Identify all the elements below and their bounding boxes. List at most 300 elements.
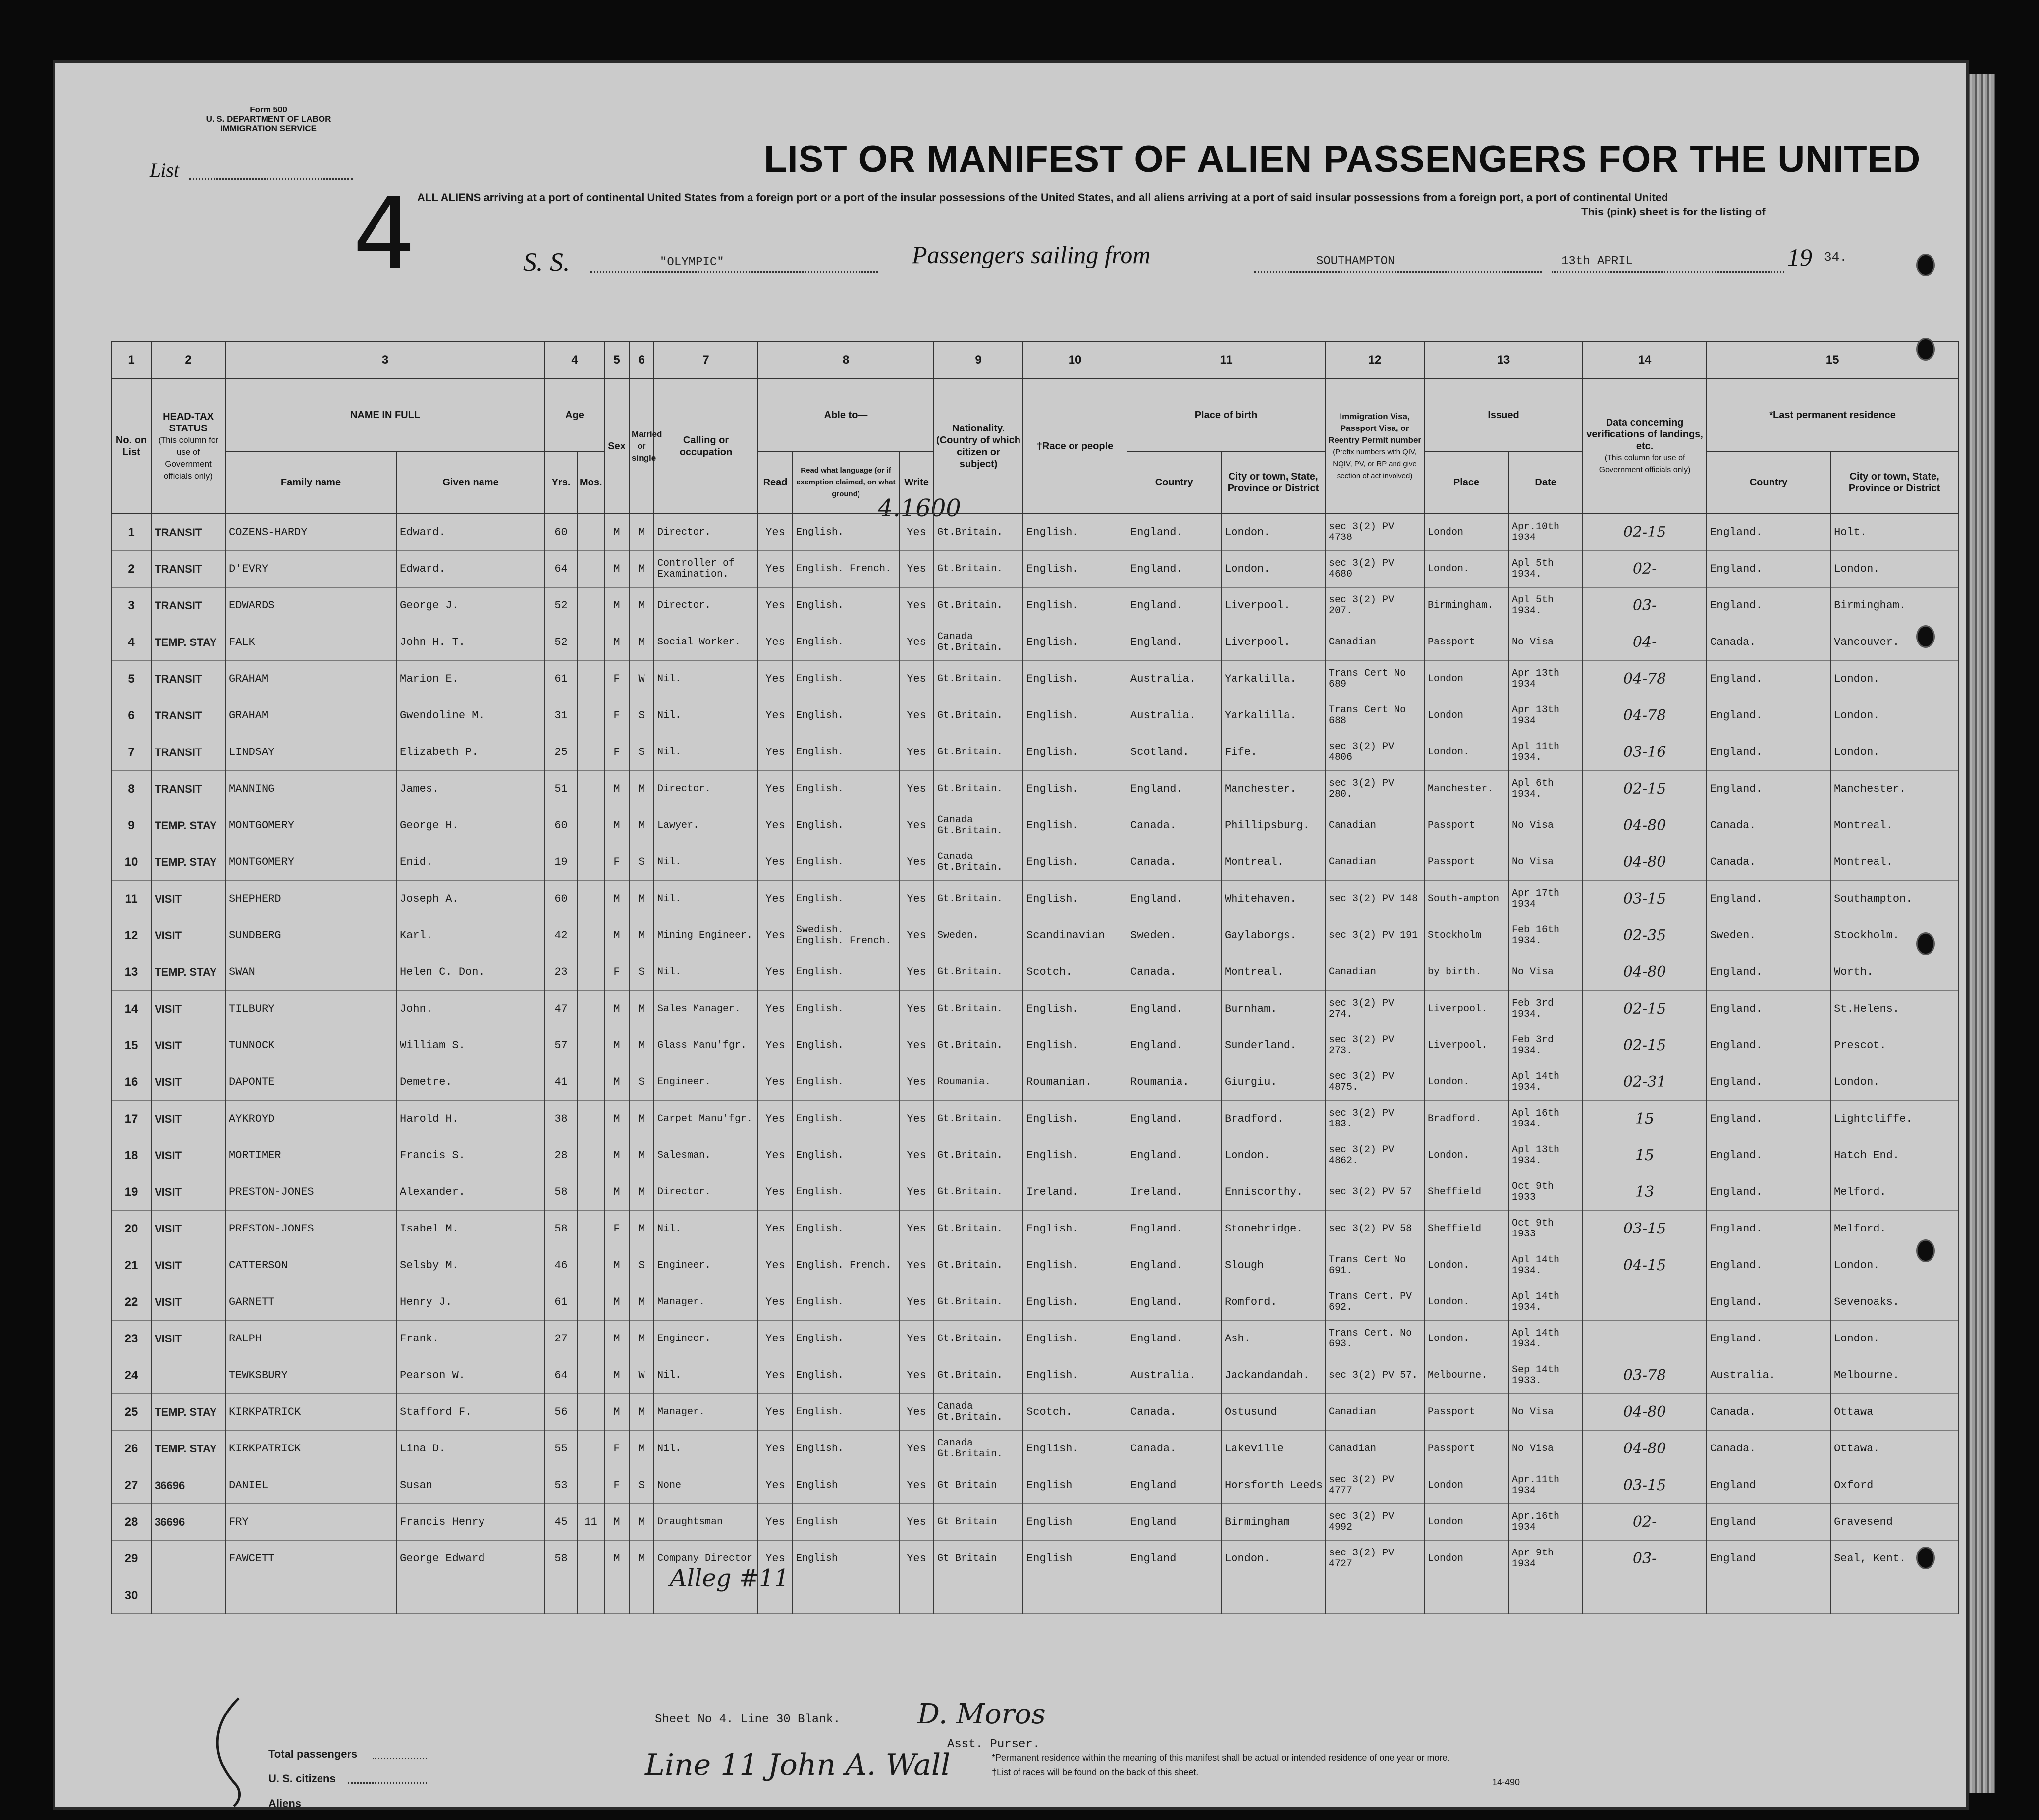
visa-number [1325,1577,1424,1614]
birth-country: England. [1127,1211,1221,1247]
visa-number: sec 3(2) PV 57 [1325,1174,1424,1211]
age-months [577,624,604,661]
verification-code: 04-15 [1583,1247,1707,1284]
sex: F [604,844,629,881]
residence-city: Montreal. [1830,807,1958,844]
verification-code [1583,1577,1707,1614]
issued-place: London [1424,514,1508,551]
passenger-row [111,1394,1958,1431]
marital-status: M [629,1137,654,1174]
marital-status: M [629,881,654,917]
issued-place: Passport [1424,1394,1508,1431]
age-months [577,1431,604,1467]
nationality: Canada Gt.Britain. [934,807,1023,844]
verification-code: 15 [1583,1137,1707,1174]
age-years: 46 [545,1247,577,1284]
age-years: 31 [545,697,577,734]
issued-date: Apl 14th 1934. [1508,1284,1583,1321]
can-read: Yes [758,1101,793,1137]
header-issued-date: Date [1508,451,1583,514]
age-years: 25 [545,734,577,771]
marital-status: S [629,697,654,734]
handwritten-bracket-mark [204,1693,273,1807]
sex: F [604,661,629,697]
family-name: PRESTON-JONES [225,1211,396,1247]
age-months [577,844,604,881]
can-write: Yes [899,1064,934,1101]
age-months [577,991,604,1027]
read-language: English. [793,1431,899,1467]
can-read: Yes [758,1431,793,1467]
age-years: 38 [545,1101,577,1137]
birth-city: Stonebridge. [1221,1211,1325,1247]
visa-number: sec 3(2) PV 207. [1325,588,1424,624]
birth-country: Canada. [1127,1394,1221,1431]
visa-number: sec 3(2) PV 183. [1325,1101,1424,1137]
residence-country: England. [1707,1101,1830,1137]
visa-number: sec 3(2) PV 191 [1325,917,1424,954]
sailing-label: Passengers sailing from [912,241,1151,268]
occupation: Engineer. [654,1321,758,1357]
handwritten-annotation-top: 4.1600 [878,494,961,522]
age-years: 53 [545,1467,577,1504]
residence-country: England. [1707,771,1830,807]
race: English [1023,1504,1127,1541]
passenger-row [111,954,1958,991]
row-number: 3 [111,588,151,624]
service-name: IMMIGRATION SERVICE [220,124,317,133]
passenger-row [111,1321,1958,1357]
head-tax-stamp: VISIT [151,1064,225,1101]
visa-number: Trans Cert. PV 692. [1325,1284,1424,1321]
issued-date: No Visa [1508,624,1583,661]
occupation: Director. [654,1174,758,1211]
visa-number: sec 3(2) PV 4806 [1325,734,1424,771]
residence-country: England. [1707,1211,1830,1247]
birth-country: Scotland. [1127,734,1221,771]
can-read: Yes [758,807,793,844]
family-name: TEWKSBURY [225,1357,396,1394]
issued-date: Apr.11th 1934 [1508,1467,1583,1504]
read-language: English. [793,844,899,881]
row-number: 15 [111,1027,151,1064]
given-name: Pearson W. [396,1357,545,1394]
age-years: 64 [545,551,577,588]
issued-place: Passport [1424,1431,1508,1467]
manifest-instructions-line1: ALL ALIENS arriving at a port of continental United States from a foreign port or a port of the insular possessions of the United States, and all aliens arriving at a port of said insular possessions from a foreign port, a port of continental United [417,191,1668,204]
sex: M [604,588,629,624]
row-number: 22 [111,1284,151,1321]
age-months [577,1211,604,1247]
row-number: 21 [111,1247,151,1284]
issued-date: Sep 14th 1933. [1508,1357,1583,1394]
residence-city: London. [1830,1064,1958,1101]
residence-city: Ottawa. [1830,1431,1958,1467]
birth-country: England. [1127,991,1221,1027]
issued-place: London. [1424,1284,1508,1321]
race: English. [1023,697,1127,734]
passenger-row [111,1284,1958,1321]
sex: F [604,697,629,734]
age-months [577,697,604,734]
can-read: Yes [758,514,793,551]
colnum-1: 1 [111,341,151,379]
issued-date: Apl 16th 1934. [1508,1101,1583,1137]
passenger-row [111,844,1958,881]
marital-status: M [629,1284,654,1321]
given-name: George Edward [396,1541,545,1577]
given-name: Isabel M. [396,1211,545,1247]
family-name [225,1577,396,1614]
given-name: Enid. [396,844,545,881]
age-months [577,1027,604,1064]
visa-number: sec 3(2) PV 4862. [1325,1137,1424,1174]
header-married: Married or single [629,379,654,514]
read-language: English. [793,1101,899,1137]
residence-country: Sweden. [1707,917,1830,954]
read-language: English. [793,514,899,551]
nationality: Gt.Britain. [934,661,1023,697]
race: English. [1023,734,1127,771]
marital-status: M [629,1321,654,1357]
row-number: 18 [111,1137,151,1174]
read-language: English. [793,624,899,661]
birth-country: Canada. [1127,844,1221,881]
residence-country: England. [1707,1284,1830,1321]
residence-city: Montreal. [1830,844,1958,881]
age-years: 60 [545,807,577,844]
residence-country: England. [1707,1027,1830,1064]
can-write: Yes [899,991,934,1027]
marital-status: M [629,1394,654,1431]
manifest-table [111,341,1959,1614]
birth-country: England. [1127,881,1221,917]
age-years: 58 [545,1174,577,1211]
family-name: DAPONTE [225,1064,396,1101]
verification-code [1583,1321,1707,1357]
can-write: Yes [899,1504,934,1541]
issued-place: South-ampton [1424,881,1508,917]
residence-country: England. [1707,991,1830,1027]
given-name: George H. [396,807,545,844]
sex: M [604,1101,629,1137]
can-read: Yes [758,588,793,624]
issued-date: Apl 11th 1934. [1508,734,1583,771]
given-name: Stafford F. [396,1394,545,1431]
row-number: 10 [111,844,151,881]
nationality: Gt.Britain. [934,588,1023,624]
race: English. [1023,881,1127,917]
residence-country: England. [1707,514,1830,551]
age-years: 52 [545,624,577,661]
given-name: Selsby M. [396,1247,545,1284]
verification-code: 03- [1583,588,1707,624]
residence-city: Ottawa [1830,1394,1958,1431]
residence-city: Worth. [1830,954,1958,991]
family-name: MONTGOMERY [225,844,396,881]
colnum-3: 3 [225,341,545,379]
can-read: Yes [758,954,793,991]
manifest-title: LIST OR MANIFEST OF ALIEN PASSENGERS FOR THE UNITED [764,138,1921,180]
residence-country: England. [1707,661,1830,697]
visa-number: sec 3(2) PV 4992 [1325,1504,1424,1541]
residence-country: Australia. [1707,1357,1830,1394]
verification-code: 02-15 [1583,991,1707,1027]
visa-number: sec 3(2) PV 4680 [1325,551,1424,588]
header-race: †Race or people [1023,379,1127,514]
occupation: Director. [654,771,758,807]
family-name: DANIEL [225,1467,396,1504]
passenger-row [111,697,1958,734]
family-name: AYKROYD [225,1101,396,1137]
issued-place: Bradford. [1424,1101,1508,1137]
footnote-residence: *Permanent residence within the meaning of this manifest shall be actual or intended residence of one year or more. [992,1753,1450,1763]
verification-code: 04-80 [1583,954,1707,991]
colnum-11: 11 [1127,341,1325,379]
head-tax-stamp: VISIT [151,1247,225,1284]
race: English. [1023,1101,1127,1137]
race: Scotch. [1023,1394,1127,1431]
head-tax-stamp: TRANSIT [151,771,225,807]
occupation: None [654,1467,758,1504]
race: English. [1023,514,1127,551]
header-able-to: Able to— [758,379,934,451]
residence-country: England [1707,1467,1830,1504]
head-tax-stamp [151,1357,225,1394]
header-issued-place: Place [1424,451,1508,514]
age-years: 42 [545,917,577,954]
visa-number: Canadian [1325,954,1424,991]
family-name: KIRKPATRICK [225,1394,396,1431]
occupation: Lawyer. [654,807,758,844]
head-tax-stamp: VISIT [151,1284,225,1321]
residence-country: England. [1707,1321,1830,1357]
marital-status: S [629,1247,654,1284]
head-tax-stamp: TEMP. STAY [151,1431,225,1467]
issued-date: Apr.16th 1934 [1508,1504,1583,1541]
age-months [577,807,604,844]
colnum-10: 10 [1023,341,1127,379]
visa-number: sec 3(2) PV 4727 [1325,1541,1424,1577]
visa-number: Canadian [1325,1394,1424,1431]
can-write: Yes [899,954,934,991]
birth-city: Slough [1221,1247,1325,1284]
issued-date: Feb 16th 1934. [1508,917,1583,954]
passenger-row [111,1211,1958,1247]
birth-city: Bradford. [1221,1101,1325,1137]
head-tax-stamp: VISIT [151,1137,225,1174]
race: Roumanian. [1023,1064,1127,1101]
given-name: Lina D. [396,1431,545,1467]
verification-code: 03-15 [1583,1467,1707,1504]
sex: M [604,514,629,551]
manifest-table-container [111,341,1966,1668]
colnum-12: 12 [1325,341,1424,379]
passenger-row [111,881,1958,917]
can-read: Yes [758,551,793,588]
birth-country: Ireland. [1127,1174,1221,1211]
row-number: 26 [111,1431,151,1467]
head-tax-stamp: 36696 [151,1504,225,1541]
officer-signature: D. Moros [917,1698,1046,1730]
family-name: FAWCETT [225,1541,396,1577]
issued-place: Passport [1424,624,1508,661]
row-number: 20 [111,1211,151,1247]
can-write: Yes [899,624,934,661]
passenger-row [111,1064,1958,1101]
passenger-row [111,1137,1958,1174]
birth-city: Montreal. [1221,844,1325,881]
residence-city: Oxford [1830,1467,1958,1504]
header-yrs: Yrs. [545,451,577,514]
year-label: 19 [1787,243,1812,271]
occupation: Nil. [654,844,758,881]
race: English. [1023,771,1127,807]
binder-hole-1 [1916,254,1935,276]
age-years [545,1577,577,1614]
read-language: English. [793,881,899,917]
age-months [577,1394,604,1431]
race: English. [1023,1027,1127,1064]
read-language: English. [793,991,899,1027]
verification-code: 13 [1583,1174,1707,1211]
birth-city: Ash. [1221,1321,1325,1357]
marital-status: M [629,991,654,1027]
row-number: 11 [111,881,151,917]
sex [604,1577,629,1614]
issued-date: No Visa [1508,1431,1583,1467]
visa-title: Immigration Visa, Passport Visa, or Reentry Permit number [1328,412,1422,445]
residence-country: Canada. [1707,807,1830,844]
birth-country: England. [1127,624,1221,661]
age-months [577,661,604,697]
handwritten-alleg-note: Alleg #11 [670,1564,790,1592]
given-name: Elizabeth P. [396,734,545,771]
occupation: Engineer. [654,1247,758,1284]
header-given-name: Given name [396,451,545,514]
birth-city: Yarkalilla. [1221,697,1325,734]
nationality: Canada Gt.Britain. [934,1394,1023,1431]
row-number: 30 [111,1577,151,1614]
birth-country: England [1127,1541,1221,1577]
issued-place: London. [1424,1064,1508,1101]
occupation: Manager. [654,1394,758,1431]
nationality: Gt.Britain. [934,697,1023,734]
residence-city: London. [1830,1247,1958,1284]
race: English. [1023,807,1127,844]
given-name: Francis Henry [396,1504,545,1541]
issued-place: Stockholm [1424,917,1508,954]
occupation: Company Director [654,1541,758,1577]
can-read: Yes [758,1247,793,1284]
colnum-4: 4 [545,341,604,379]
manifest-sheet [55,63,1966,1807]
can-write: Yes [899,807,934,844]
age-months [577,588,604,624]
row-number: 19 [111,1174,151,1211]
issued-place: London [1424,661,1508,697]
visa-number: sec 3(2) PV 274. [1325,991,1424,1027]
binder-hole-6 [1916,1547,1935,1569]
nationality [934,1577,1023,1614]
birth-country: England. [1127,1247,1221,1284]
nationality: Gt.Britain. [934,1101,1023,1137]
row-number: 4 [111,624,151,661]
given-name: Karl. [396,917,545,954]
age-months [577,771,604,807]
sex: F [604,1431,629,1467]
residence-country: England. [1707,697,1830,734]
birth-city: London. [1221,551,1325,588]
sex: M [604,1027,629,1064]
birth-city: Liverpool. [1221,624,1325,661]
occupation: Controller of Examination. [654,551,758,588]
header-birth-city: City or town, State, Province or District [1221,451,1325,514]
age-years: 45 [545,1504,577,1541]
race: English. [1023,1321,1127,1357]
family-name: D'EVRY [225,551,396,588]
age-months [577,917,604,954]
verification-code: 15 [1583,1101,1707,1137]
issued-place: London. [1424,1137,1508,1174]
can-write: Yes [899,881,934,917]
family-name: MONTGOMERY [225,807,396,844]
departure-date: 13th APRIL [1561,255,1633,268]
nationality: Gt.Britain. [934,1284,1023,1321]
sex: M [604,1284,629,1321]
read-language: English. [793,771,899,807]
row-number: 5 [111,661,151,697]
marital-status: M [629,1174,654,1211]
head-tax-stamp: TRANSIT [151,697,225,734]
residence-city: London. [1830,697,1958,734]
visa-number: sec 3(2) PV 57. [1325,1357,1424,1394]
department-name: U. S. DEPARTMENT OF LABOR [206,114,331,124]
occupation: Nil. [654,1211,758,1247]
head-tax-stamp: VISIT [151,991,225,1027]
header-write: Write [899,451,934,514]
birth-city: Gaylaborgs. [1221,917,1325,954]
sex: F [604,734,629,771]
visa-number: sec 3(2) PV 280. [1325,771,1424,807]
row-number: 16 [111,1064,151,1101]
read-language: English [793,1504,899,1541]
residence-country: England. [1707,1247,1830,1284]
issued-place: Passport [1424,807,1508,844]
birth-city: Burnham. [1221,991,1325,1027]
header-name-in-full: NAME IN FULL [225,379,545,451]
occupation: Draughtsman [654,1504,758,1541]
residence-city: Southampton. [1830,881,1958,917]
verification-code [1583,1284,1707,1321]
age-years: 23 [545,954,577,991]
birth-city: Romford. [1221,1284,1325,1321]
family-name: TILBURY [225,991,396,1027]
occupation: Director. [654,514,758,551]
occupation: Mining Engineer. [654,917,758,954]
nationality: Canada Gt.Britain. [934,844,1023,881]
verification-code: 04-80 [1583,1394,1707,1431]
visa-note: (Prefix numbers with QIV, NQIV, PV, or RP and give section of act involved) [1333,448,1417,480]
given-name: John H. T. [396,624,545,661]
can-read: Yes [758,1541,793,1577]
occupation: Sales Manager. [654,991,758,1027]
residence-city: Hatch End. [1830,1137,1958,1174]
read-language: Swedish. English. French. [793,917,899,954]
residence-country: England. [1707,588,1830,624]
read-language: English. French. [793,1247,899,1284]
occupation: Salesman. [654,1137,758,1174]
